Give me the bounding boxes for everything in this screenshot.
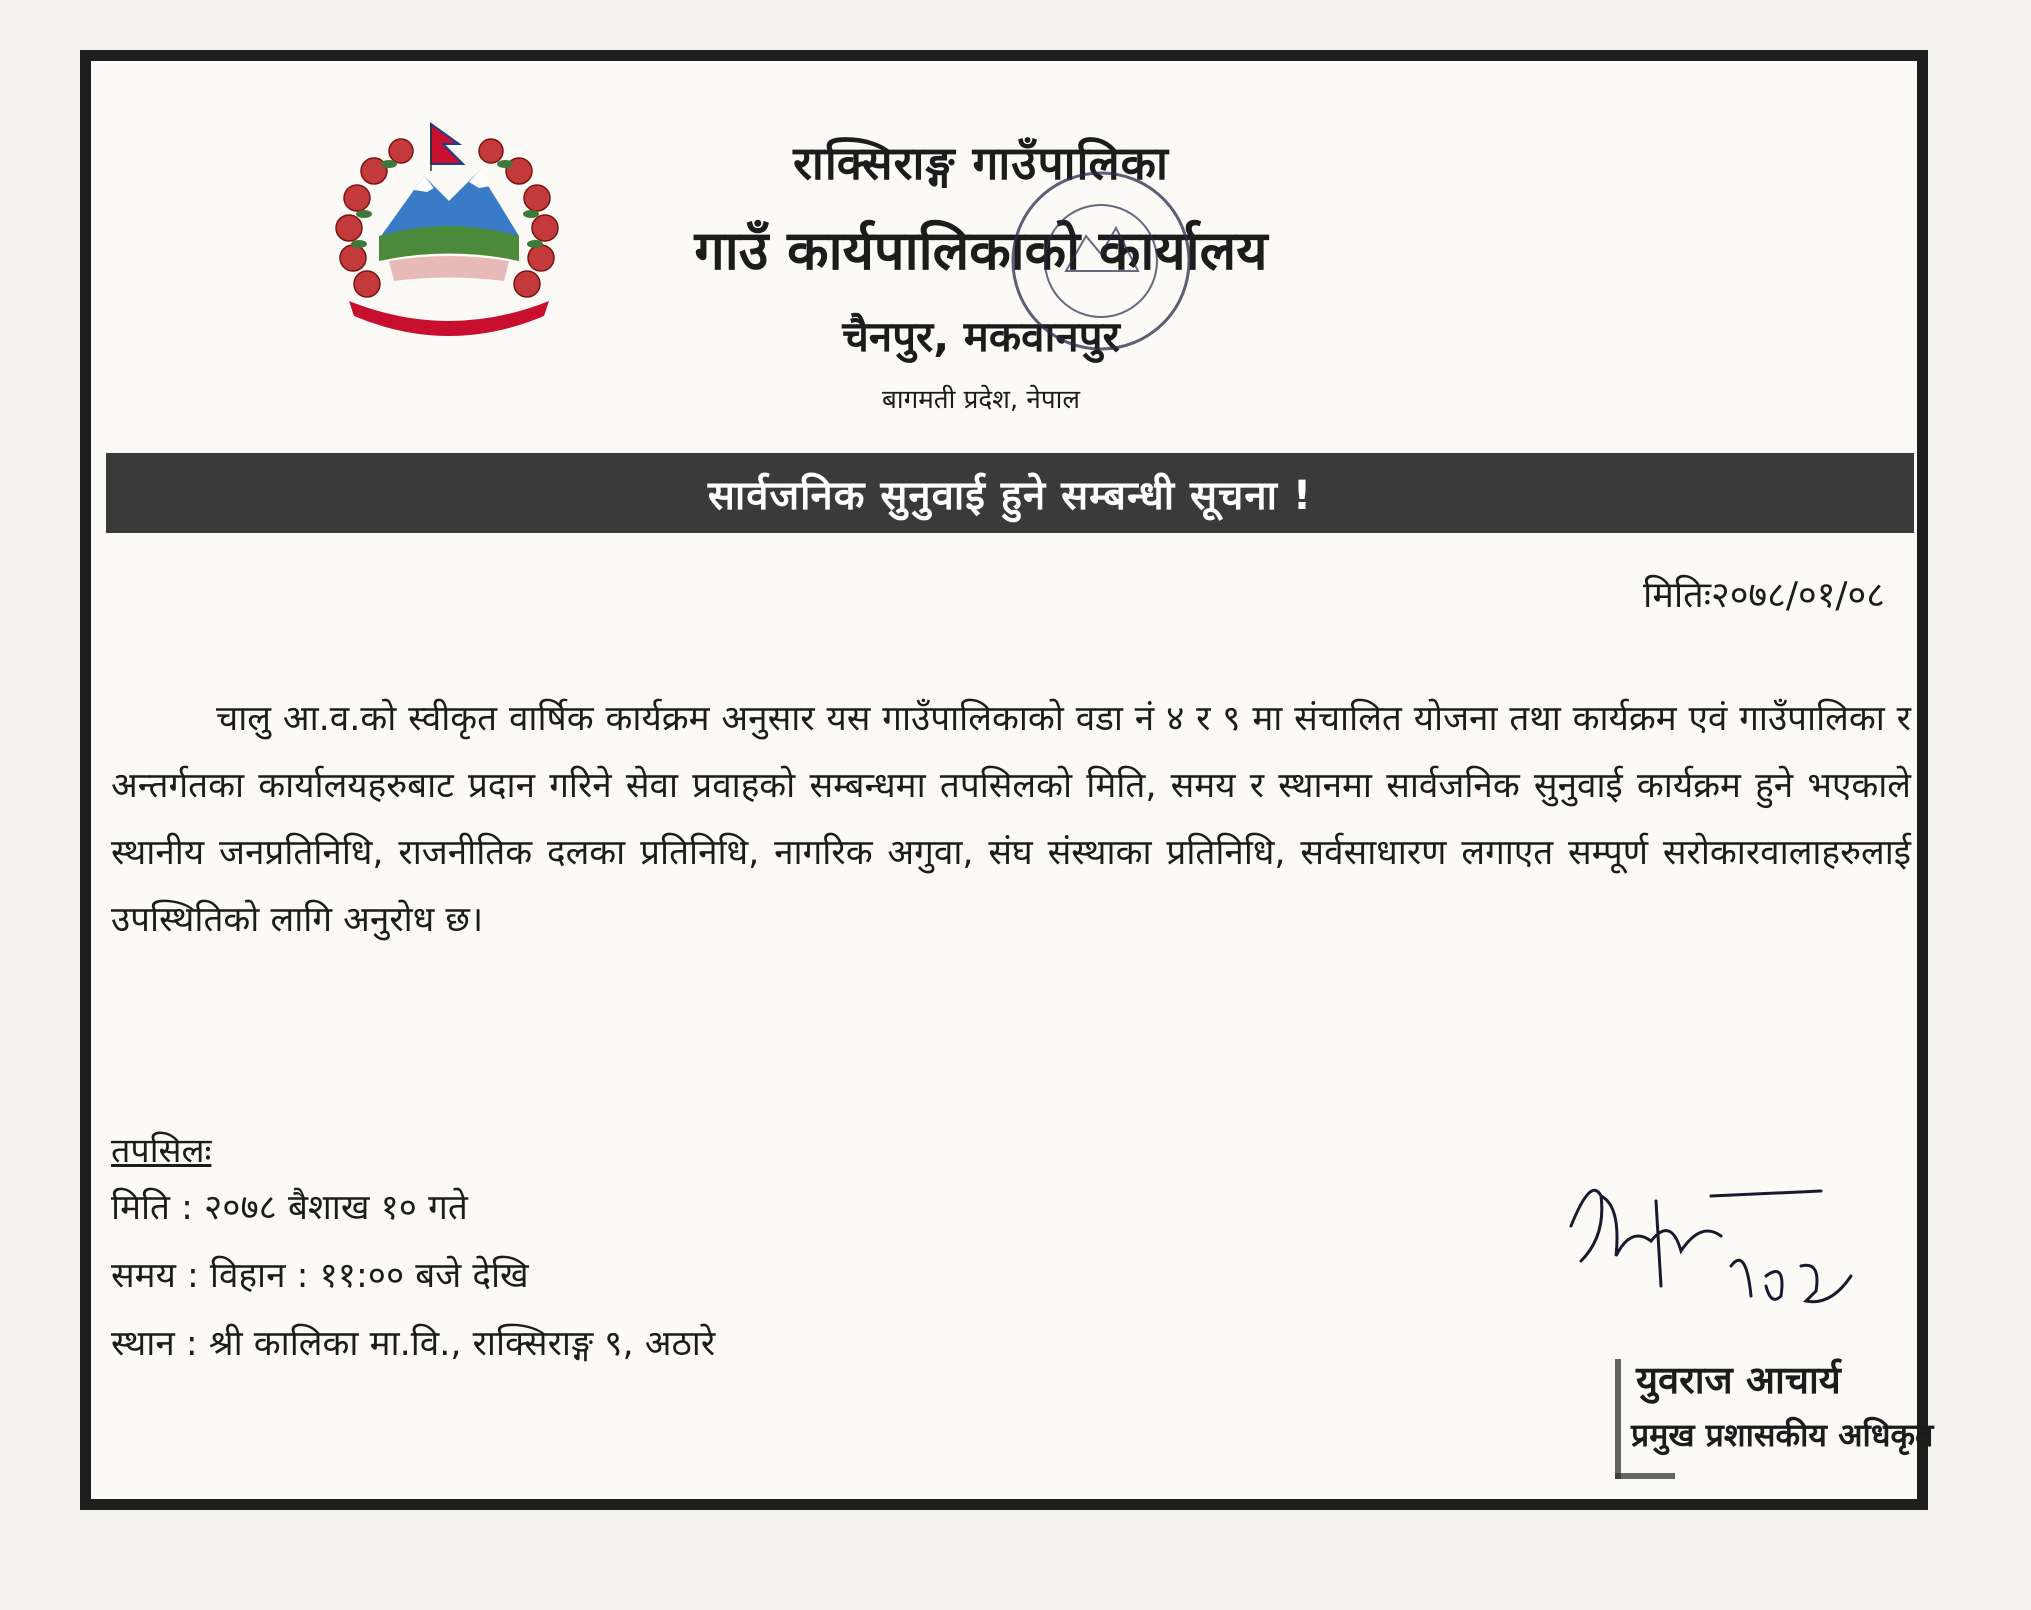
detail-date: मिति : २०७८ बैशाख १० गते — [111, 1188, 468, 1228]
notice-title-bar — [106, 453, 1914, 533]
province-line: बागमती प्रदेश, नेपाल — [882, 385, 1080, 415]
detail-time: समय : विहान : ११:०० बजे देखि — [111, 1256, 529, 1296]
handwritten-signature-icon — [1561, 1166, 1901, 1346]
details-heading: तपसिलः — [111, 1131, 212, 1171]
office-stamp-icon — [1006, 166, 1196, 356]
notice-title: सार्वजनिक सुनुवाई हुने सम्बन्धी सूचना ! — [707, 472, 1313, 519]
office-address: चैनपुर, मकवानपुर — [842, 312, 1120, 361]
detail-place: स्थान : श्री कालिका मा.वि., राक्सिराङ्ग ९, अठारे — [111, 1324, 716, 1364]
notice-page — [80, 50, 1934, 1510]
signatory-name: युवराज आचार्य — [1636, 1358, 1841, 1402]
notice-body: चालु आ.व.को स्वीकृत वार्षिक कार्यक्रम अनुसार यस गाउँपालिकाको वडा नं ४ र ९ मा संचालित योजना तथा कार्यक्रम एवं गाउँपालिका र अन्तर्गतका कार्यालयहरुबाट प्रदान गरिने सेवा प्रवाहको सम्बन्धमा तपसिलको मिति, समय र स्थानमा सार्वजनिक सुनुवाई कार्यक्रम हुने भएकाले स्थानीय जनप्रतिनिधि, राजनीतिक दलका प्रतिनिधि, नागरिक अगुवा, संघ संस्थाका प्रतिनिधि, सर्वसाधारण लगाएत सम्पूर्ण सरोकारवालाहरुलाई उपस्थितिको लागि अनुरोध छ। — [111, 699, 1911, 940]
notice-date: मितिः२०७८/०१/०८ — [1643, 575, 1885, 616]
letterhead — [651, 131, 1311, 416]
nepal-government-emblem-icon — [319, 116, 579, 346]
municipality-name: राक्सिराङ्ग गाउँपालिका — [793, 136, 1169, 190]
signatory-title: प्रमुख प्रशासकीय अधिकृत — [1631, 1416, 1934, 1454]
office-name: गाउँ कार्यपालिकाको कार्यालय — [694, 219, 1268, 282]
